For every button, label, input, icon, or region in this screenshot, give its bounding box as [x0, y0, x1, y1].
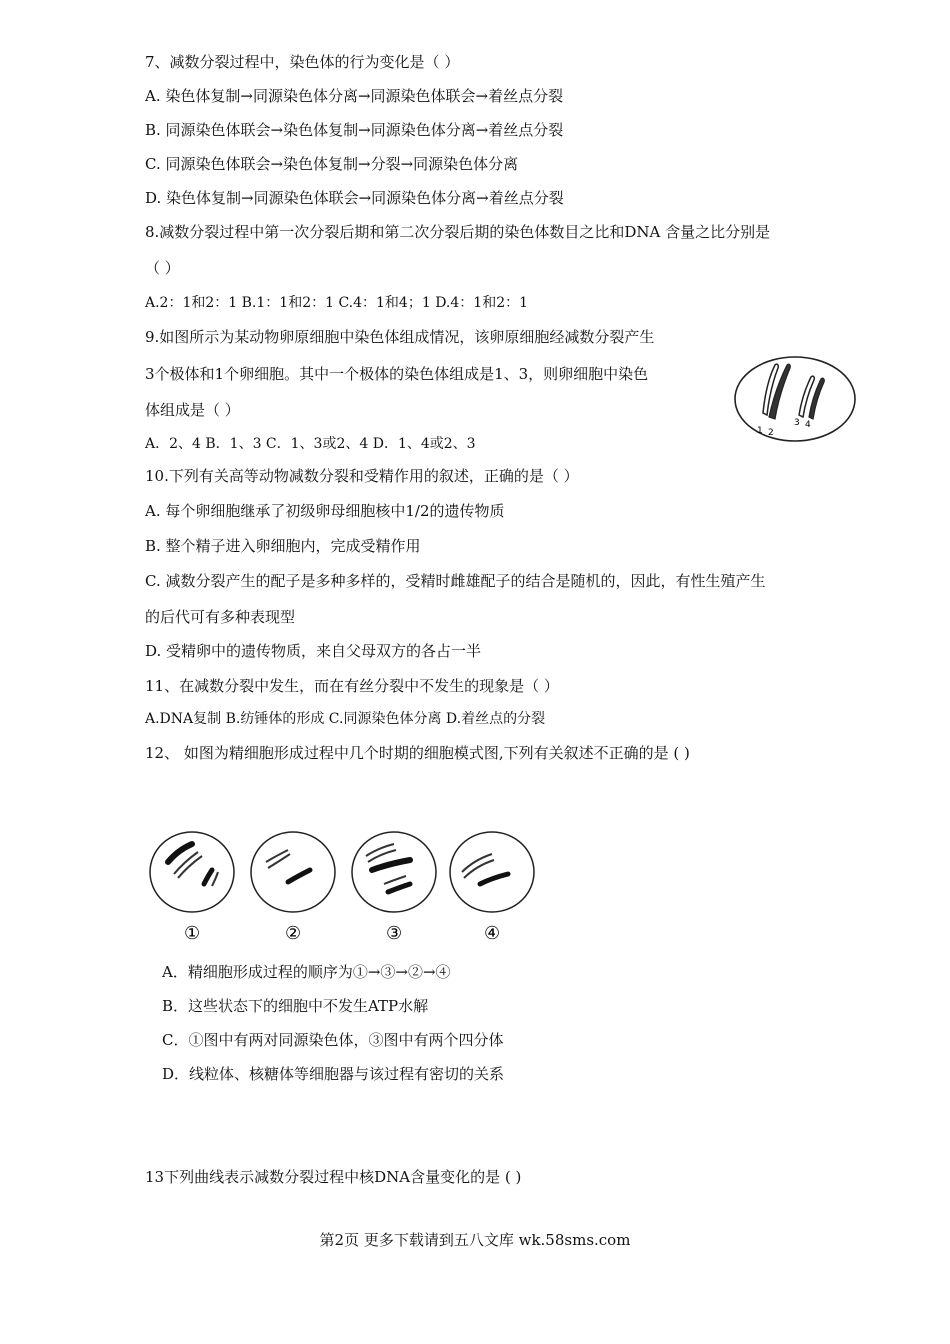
cell-3-chromosome-c — [372, 860, 410, 870]
cell-4-chromosome-c — [480, 874, 508, 884]
q10-option-c-line1: C. 减数分裂产生的配子是多种多样的，受精时雌雄配子的结合是随机的，因此，有性生殖产生 — [145, 572, 766, 590]
oocyte-chromosome-figure — [733, 355, 863, 450]
q8-paren: （ ） — [145, 259, 180, 277]
cell-2-chromosome-b — [268, 854, 290, 868]
q10-option-a: A. 每个卵细胞继承了初级卵母细胞核中1/2的遗传物质 — [145, 502, 505, 520]
q9-line1: 9.如图所示为某动物卵原细胞中染色体组成情况，该卵原细胞经减数分裂产生 — [145, 328, 655, 346]
q7-stem: 7、减数分裂过程中，染色体的行为变化是（ ） — [145, 53, 460, 71]
cell-3-chromosome-e — [388, 884, 410, 892]
q9-line3: 体组成是（ ） — [145, 401, 240, 419]
page-footer: 第2页 更多下载请到五八文库 wk.58sms.com — [319, 1231, 631, 1249]
fig9-label-4: 4 — [805, 420, 811, 430]
cell-outline — [735, 357, 855, 441]
q10-option-c-line2: 的后代可有多种表现型 — [145, 608, 296, 626]
q8-options: A.2：1和2：1 B.1：1和2：1 C.4：1和4；1 D.4：1和2：1 — [145, 295, 529, 311]
q7-option-a: A. 染色体复制→同源染色体分离→同源染色体联会→着丝点分裂 — [145, 87, 564, 105]
cell-3-chromosome-d — [384, 876, 406, 884]
q11-options: A.DNA复制 B.纺锤体的形成 C.同源染色体分离 D.着丝点的分裂 — [145, 711, 546, 727]
q12-option-a: A．精细胞形成过程的顺序为①→③→②→④ — [162, 963, 451, 981]
cell-2-chromosome-a — [266, 850, 288, 862]
q7-option-d: D. 染色体复制→同源染色体联会→同源染色体分离→着丝点分裂 — [145, 189, 564, 207]
q10-option-d: D. 受精卵中的遗传物质，来自父母双方的各占一半 — [145, 642, 482, 660]
cell-3-chromosome-a — [366, 844, 394, 856]
fig9-label-1: 1 — [757, 426, 763, 436]
q7-option-c: C. 同源染色体联会→染色体复制→分裂→同源染色体分离 — [145, 155, 519, 173]
cell-2-chromosome-c — [288, 870, 310, 882]
q9-line2: 3个极体和1个卵细胞。其中一个极体的染色体组成是1、3，则卵细胞中染色 — [145, 365, 649, 383]
cell-1-chromosome-d — [204, 870, 212, 884]
cell-2 — [251, 832, 335, 912]
fig12-label-2: ② — [285, 923, 302, 944]
q12-option-c: C．①图中有两对同源染色体，③图中有两个四分体 — [162, 1031, 504, 1049]
q7-option-b: B. 同源染色体联会→染色体复制→同源染色体分离→着丝点分裂 — [145, 121, 564, 139]
fig12-label-1: ① — [184, 923, 201, 944]
q10-stem: 10.下列有关高等动物减数分裂和受精作用的叙述，正确的是（ ） — [145, 467, 579, 485]
q8-stem: 8.减数分裂过程中第一次分裂后期和第二次分裂后期的染色体数目之比和DNA 含量之比分别是 — [145, 223, 771, 241]
q10-option-b: B. 整个精子进入卵细胞内，完成受精作用 — [145, 537, 421, 555]
fig9-label-2: 2 — [768, 428, 774, 438]
q12-option-b: B．这些状态下的细胞中不发生ATP水解 — [162, 997, 429, 1015]
cell-2-outline — [251, 832, 335, 912]
cell-3 — [352, 832, 436, 912]
cell-1 — [150, 832, 234, 912]
q9-options: A．2、4 B．1、3 C．1、3或2、4 D．1、4或2、3 — [145, 436, 476, 452]
q12-stem: 12、 如图为精细胞形成过程中几个时期的细胞模式图,下列有关叙述不正确的是 ( ) — [145, 744, 690, 762]
q11-stem: 11、在减数分裂中发生，而在有丝分裂中不发生的现象是（ ） — [145, 677, 559, 695]
fig12-label-3: ③ — [386, 923, 403, 944]
chromosome-4 — [809, 378, 824, 419]
cell-4-chromosome-b — [464, 860, 494, 878]
fig9-label-3: 3 — [794, 418, 800, 428]
cell-1-chromosome-e — [212, 872, 218, 886]
sperm-formation-figure — [148, 822, 538, 947]
q12-option-d: D．线粒体、核糖体等细胞器与该过程有密切的关系 — [162, 1065, 505, 1083]
q13-stem: 13下列曲线表示减数分裂过程中核DNA含量变化的是 ( ) — [145, 1168, 522, 1186]
fig12-label-4: ④ — [484, 923, 501, 944]
cell-4 — [450, 832, 534, 912]
